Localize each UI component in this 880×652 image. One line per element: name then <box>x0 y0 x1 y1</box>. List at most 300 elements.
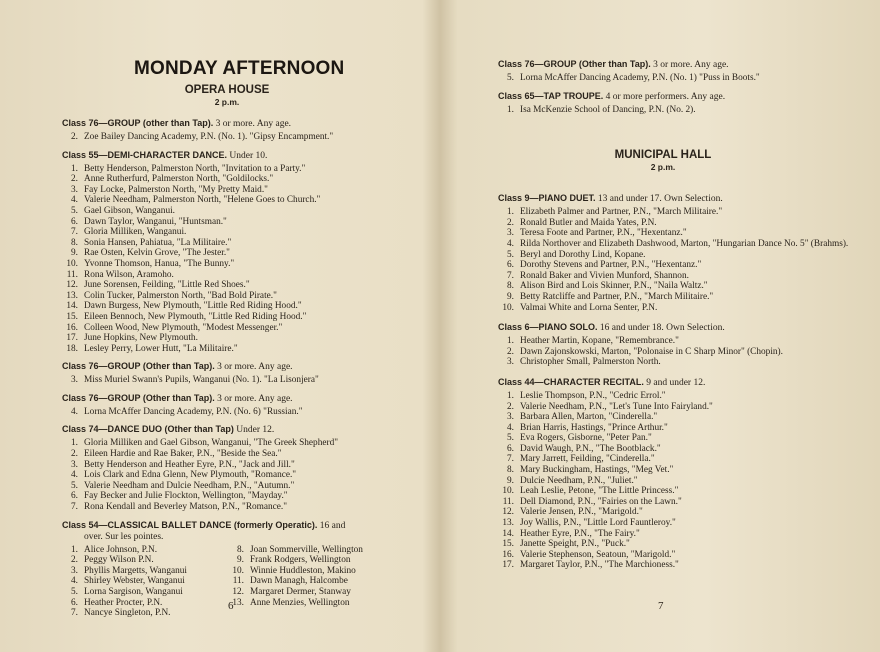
entry-text: David Waugh, P.N., "The Bootblack." <box>520 443 661 454</box>
list-item <box>62 270 440 281</box>
list-item <box>498 529 880 540</box>
entry-number: 12. <box>502 507 514 518</box>
list-item <box>498 239 880 250</box>
class-number: Class 55 <box>62 149 99 160</box>
entry-number: 6. <box>507 260 514 271</box>
class-detail: 13 and under 17. Own Selection. <box>595 194 723 205</box>
entry-text: Christopher Small, Palmerston North. <box>520 357 661 368</box>
entry-text: Eva Rogers, Gisborne, "Peter Pan." <box>520 433 652 444</box>
list-item <box>498 454 880 465</box>
entry-number: 2. <box>507 217 514 228</box>
class-number: Class 76 <box>62 392 99 403</box>
entry-text: Heather Procter, P.N. <box>84 597 163 608</box>
entry-number: 8. <box>507 281 514 292</box>
entry-number: 11. <box>502 496 514 507</box>
class-heading <box>62 423 440 436</box>
class-detail: Under 10. <box>227 150 268 161</box>
entry-number: 7. <box>71 502 78 513</box>
class-detail-cont: over. Sur les pointes. <box>84 531 164 542</box>
class-heading <box>498 321 880 334</box>
entry-number: 3. <box>507 412 514 423</box>
entry-text: Betty Ratcliffe and Partner, P.N., "March Militaire." <box>520 291 714 302</box>
entry-text: Margaret Taylor, P.N., "The Marchioness." <box>520 560 679 571</box>
list-item <box>498 497 880 508</box>
entry-text: Rilda Northover and Elizabeth Dashwood, Marton, "Hungarian Dance No. 5" (Brahms). <box>520 238 849 249</box>
entry-text: Fay Becker and Julie Flockton, Wellington, "Mayday." <box>84 491 288 502</box>
list-item <box>498 260 880 271</box>
entry-text: Brian Harris, Hastings, "Prince Arthur." <box>520 422 668 433</box>
entry-text: Phyllis Margetts, Wanganui <box>84 565 187 576</box>
entry-text: Lorna McAffer Dancing Academy, P.N. (No. 1) "Puss in Boots." <box>520 73 760 83</box>
entry-text: Winnie Huddleston, Makino <box>250 565 356 576</box>
class-name: —PIANO DUET. <box>529 193 596 204</box>
list-item <box>62 598 228 609</box>
entry-number: 18. <box>66 343 78 354</box>
entry-text: Leah Leslie, Petone, "The Little Princess." <box>520 486 679 497</box>
entry-number: 2. <box>71 449 78 460</box>
entry-list <box>62 407 440 418</box>
entry-list <box>62 132 440 143</box>
entry-number: 3. <box>507 228 514 239</box>
entry-number: 4. <box>71 195 78 206</box>
venue-time: 2 p.m. <box>650 162 676 173</box>
entry-number: 4. <box>71 576 78 587</box>
list-item <box>498 391 880 402</box>
entry-number: 6. <box>507 443 514 454</box>
entry-text: Dell Diamond, P.N., "Fairies on the Lawn." <box>520 496 682 507</box>
class-block <box>498 376 880 571</box>
class-block <box>498 321 880 368</box>
list-item <box>62 312 440 323</box>
list-item <box>498 336 880 347</box>
class-number: Class 74 <box>62 424 99 435</box>
entry-text: Heather Martin, Kopane, "Remembrance." <box>520 336 679 347</box>
entry-number: 5. <box>71 587 78 597</box>
class-block <box>62 360 440 386</box>
two-column-entries <box>62 545 440 619</box>
entry-text: Fay Locke, Palmerston North, "My Pretty Maid." <box>84 184 268 195</box>
class-detail: Under 12. <box>233 425 275 436</box>
class-number: Class 6 <box>498 322 530 333</box>
entry-text: Eileen Hardie and Rae Baker, P.N., "Beside the Sea." <box>84 449 282 460</box>
list-item <box>498 105 880 116</box>
list-item <box>62 460 440 471</box>
entry-number: 1. <box>507 104 514 115</box>
class-number: Class 76 <box>498 59 535 69</box>
entry-column <box>62 545 228 619</box>
list-item <box>62 344 440 355</box>
entry-text: Isa McKenzie School of Dancing, P.N. (No. 2). <box>520 104 696 115</box>
class-detail: 4 or more performers. Any age. <box>603 91 726 102</box>
entry-number: 16. <box>502 549 514 560</box>
entry-number: 2. <box>71 174 78 185</box>
entry-number: 8. <box>507 465 514 476</box>
list-item <box>228 598 394 609</box>
entry-text: Frank Rodgers, Wellington <box>250 555 351 566</box>
entry-text: Rona Kendall and Beverley Matson, P.N., "Romance." <box>84 502 288 513</box>
entry-number: 1. <box>507 207 514 218</box>
list-item <box>62 587 228 598</box>
entry-text: Yvonne Thomson, Hanua, "The Bunny." <box>84 258 235 269</box>
entry-number: 6. <box>71 216 78 227</box>
entry-number: 17. <box>502 560 514 571</box>
list-item <box>498 347 880 358</box>
right-class-list <box>498 192 880 571</box>
entry-column <box>228 545 394 619</box>
class-detail: 16 and <box>317 520 346 531</box>
entry-list <box>228 545 394 609</box>
entry-number: 16. <box>66 322 78 333</box>
entry-text: Gael Gibson, Wanganui. <box>84 205 175 216</box>
entry-list <box>498 391 880 571</box>
list-item <box>62 291 440 302</box>
entry-text: Miss Muriel Swann's Pupils, Wanganui (No. 1). "La Lisonjera" <box>84 375 319 386</box>
list-item <box>62 333 440 344</box>
entry-text: June Hopkins, New Plymouth. <box>84 333 198 344</box>
class-number: Class 65 <box>498 90 535 101</box>
entry-list <box>498 73 880 84</box>
list-item <box>228 545 394 556</box>
entry-text: Janette Speight, P.N., "Puck." <box>520 539 630 550</box>
class-block <box>62 423 440 512</box>
entry-number: 11. <box>66 269 78 280</box>
entry-number: 15. <box>502 539 514 550</box>
entry-list <box>62 164 440 355</box>
entry-list <box>498 207 880 313</box>
class-detail: 9 and under 12. <box>643 377 706 388</box>
list-item <box>62 407 440 418</box>
entry-number: 1. <box>71 544 78 555</box>
class-block <box>62 149 440 355</box>
list-item <box>498 433 880 444</box>
entry-number: 4. <box>507 422 514 433</box>
entry-number: 4. <box>507 238 514 249</box>
list-item <box>498 218 880 229</box>
page-number: 7 <box>658 600 664 612</box>
entry-text: Lois Clark and Edna Glenn, New Plymouth, "Romance." <box>84 470 297 481</box>
entry-text: Valerie Needham, P.N., "Let's Tune Into Fairyland." <box>520 401 713 412</box>
entry-number: 13. <box>232 597 244 608</box>
list-item <box>62 185 440 196</box>
entry-text: Valerie Needham and Dulcie Needham, P.N., "Autumn." <box>84 480 295 491</box>
entry-text: Joy Wallis, P.N., "Little Lord Fauntleroy." <box>520 518 676 529</box>
list-item <box>228 587 394 598</box>
entry-list <box>62 438 440 512</box>
list-item <box>498 507 880 518</box>
entry-text: Zoe Bailey Dancing Academy, P.N. (No. 1). "Gipsy Encampment." <box>84 132 334 142</box>
class-name: —GROUP (Other than Tap). <box>98 392 215 403</box>
entry-number: 3. <box>71 565 78 576</box>
venue-title: OPERA HOUSE <box>184 84 270 96</box>
class-name: —CHARACTER RECITAL. <box>534 376 644 387</box>
entry-number: 1. <box>71 163 78 174</box>
list-item <box>498 357 880 368</box>
entry-list <box>62 375 440 386</box>
list-item <box>62 323 440 334</box>
entry-list <box>62 545 228 619</box>
class-heading <box>498 58 880 71</box>
entry-number: 3. <box>507 357 514 368</box>
page-heading: MONDAY AFTERNOON <box>134 58 345 79</box>
class-heading <box>62 392 440 405</box>
class-name: —GROUP (Other than Tap). <box>98 361 215 372</box>
list-item <box>62 195 440 206</box>
entry-text: Lesley Perry, Lower Hutt, "La Militaire." <box>84 343 238 354</box>
class-number: Class 76 <box>62 118 99 128</box>
entry-number: 5. <box>71 205 78 216</box>
entry-number: 7. <box>71 608 78 619</box>
class-block <box>62 519 440 619</box>
list-item <box>62 227 440 238</box>
list-item <box>498 412 880 423</box>
list-item <box>498 281 880 292</box>
entry-text: Dawn Burgess, New Plymouth, "Little Red Riding Hood." <box>84 301 302 312</box>
class-number: Class 44 <box>498 376 535 387</box>
class-detail: 3 or more. Any age. <box>214 393 293 404</box>
list-item <box>62 206 440 217</box>
entry-text: Teresa Foote and Partner, P.N., "Hexentanz." <box>520 228 687 239</box>
entry-text: Valerie Needham, Palmerston North, "Helene Goes to Church." <box>84 195 321 206</box>
entry-text: Gloria Milliken, Wanganui. <box>84 227 187 238</box>
entry-number: 9. <box>507 475 514 486</box>
list-item <box>62 217 440 228</box>
entry-text: Heather Eyre, P.N., "The Fairy." <box>520 528 640 539</box>
list-item <box>62 481 440 492</box>
class-name: —GROUP (Other than Tap). <box>534 59 651 69</box>
entry-number: 6. <box>71 597 78 608</box>
entry-text: Rona Wilson, Aramoho. <box>84 269 174 280</box>
entry-number: 9. <box>71 248 78 259</box>
entry-number: 2. <box>507 346 514 357</box>
entry-text: Gloria Milliken and Gael Gibson, Wanganui, "The Greek Shepherd" <box>84 438 339 449</box>
class-heading <box>498 376 880 389</box>
entry-text: Margaret Dermer, Stanway <box>250 587 351 597</box>
entry-text: Anne Rutherfurd, Palmerston North, "Goldilocks." <box>84 174 274 185</box>
entry-text: Colleen Wood, New Plymouth, "Modest Messenger." <box>84 322 283 333</box>
list-item <box>62 238 440 249</box>
page-right <box>440 0 880 652</box>
list-item <box>62 576 228 587</box>
entry-text: Leslie Thompson, P.N., "Cedric Errol." <box>520 390 666 401</box>
class-block <box>498 192 880 313</box>
entry-number: 1. <box>507 336 514 347</box>
entry-text: Barbara Allen, Marton, "Cinderella." <box>520 412 658 423</box>
list-item <box>62 470 440 481</box>
entry-text: Valerie Jensen, P.N., "Marigold." <box>520 507 643 518</box>
entry-number: 5. <box>507 433 514 444</box>
list-item <box>228 576 394 587</box>
list-item <box>62 301 440 312</box>
entry-text: Dawn Taylor, Wanganui, "Huntsman." <box>84 216 227 227</box>
class-heading <box>62 117 440 130</box>
entry-number: 13. <box>502 518 514 529</box>
entry-number: 10. <box>232 565 244 576</box>
entry-text: Ronald Baker and Vivien Munford, Shannon. <box>520 270 689 281</box>
entry-text: Ronald Butler and Maida Yates, P.N. <box>520 217 657 228</box>
list-item <box>498 271 880 282</box>
list-item <box>62 502 440 513</box>
entry-number: 7. <box>507 454 514 465</box>
entry-number: 10. <box>502 486 514 497</box>
class-heading <box>498 90 880 103</box>
class-heading <box>62 149 440 162</box>
entry-number: 13. <box>66 290 78 301</box>
entry-text: Mary Buckingham, Hastings, "Meg Vet." <box>520 465 674 476</box>
list-item <box>62 608 228 619</box>
entry-number: 10. <box>66 258 78 269</box>
entry-number: 4. <box>71 406 78 417</box>
list-item <box>498 444 880 455</box>
class-name: —TAP TROUPE. <box>534 90 604 101</box>
entry-number: 2. <box>71 132 78 142</box>
list-item <box>498 73 880 84</box>
entry-number: 10. <box>502 302 514 313</box>
class-name: —CLASSICAL BALLET DANCE (formerly Operatic). <box>98 519 318 530</box>
class-name: —DEMI-CHARACTER DANCE. <box>98 149 228 160</box>
class-heading <box>62 360 440 373</box>
entry-list <box>498 336 880 368</box>
list-item <box>62 280 440 291</box>
entry-number: 7. <box>507 270 514 281</box>
list-item <box>498 560 880 571</box>
entry-text: Beryl and Dorothy Lind, Kopane. <box>520 249 646 260</box>
entry-text: Sonia Hansen, Pahiatua, "La Militaire." <box>84 237 232 248</box>
list-item <box>498 303 880 314</box>
class-detail: 3 or more. Any age. <box>214 362 293 373</box>
class-block <box>62 392 440 418</box>
left-class-list <box>62 117 440 619</box>
entry-text: Lorna McAffer Dancing Academy, P.N. (No. 6) "Russian." <box>84 406 303 417</box>
venue-time: 2 p.m. <box>214 97 240 107</box>
list-item <box>228 555 394 566</box>
class-block <box>498 58 880 84</box>
entry-text: Betty Henderson and Heather Eyre, P.N., "Jack and Jill." <box>84 459 295 470</box>
list-item <box>62 132 440 143</box>
entry-number: 17. <box>66 333 78 344</box>
entry-text: Alice Johnson, P.N. <box>84 544 158 555</box>
entry-text: Dulcie Needham, P.N., "Juliet." <box>520 475 638 486</box>
list-item <box>498 250 880 261</box>
entry-number: 3. <box>71 459 78 470</box>
entry-number: 2. <box>71 555 78 566</box>
list-item <box>498 402 880 413</box>
list-item <box>62 375 440 386</box>
entry-number: 14. <box>502 528 514 539</box>
entry-text: Shirley Webster, Wanganui <box>84 576 185 587</box>
entry-text: Valerie Stephenson, Seatoun, "Marigold." <box>520 549 676 560</box>
entry-text: Alison Bird and Lois Skinner, P.N., "Naila Waltz." <box>520 281 708 292</box>
list-item <box>62 164 440 175</box>
list-item <box>62 248 440 259</box>
entry-number: 6. <box>71 491 78 502</box>
list-item <box>62 449 440 460</box>
list-item <box>498 486 880 497</box>
entry-number: 15. <box>66 311 78 322</box>
class-name: —PIANO SOLO. <box>529 322 598 333</box>
entry-number: 4. <box>71 470 78 481</box>
entry-number: 12. <box>232 587 244 597</box>
entry-text: Joan Sommerville, Wellington <box>250 544 363 555</box>
entry-number: 3. <box>71 375 78 386</box>
class-block <box>62 117 440 143</box>
entry-text: Rae Osten, Kelvin Grove, "The Jester." <box>84 248 230 259</box>
list-item <box>498 207 880 218</box>
class-heading <box>498 192 880 205</box>
entry-text: June Sorensen, Feilding, "Little Red Shoes." <box>84 280 250 291</box>
entry-number: 14. <box>66 301 78 312</box>
class-name: —GROUP (other than Tap). <box>98 118 214 128</box>
entry-text: Mary Jarrett, Feilding, "Cinderella." <box>520 454 655 465</box>
list-item <box>62 566 228 577</box>
entry-text: Elizabeth Palmer and Partner, P.N., "March Militaire." <box>520 207 723 218</box>
entry-number: 7. <box>71 227 78 238</box>
entry-text: Dorothy Stevens and Partner, P.N., "Hexentanz." <box>520 260 702 271</box>
class-number: Class 76 <box>62 361 99 372</box>
list-item <box>498 292 880 303</box>
list-item <box>62 259 440 270</box>
entry-number: 3. <box>71 184 78 195</box>
venue-title: MUNICIPAL HALL <box>614 149 712 162</box>
entry-text: Lorna Sargison, Wanganui <box>84 587 183 597</box>
entry-number: 5. <box>507 249 514 260</box>
entry-number: 11. <box>232 576 244 587</box>
class-detail: 3 or more. Any age. <box>650 60 729 70</box>
list-item <box>498 476 880 487</box>
entry-number: 12. <box>66 280 78 291</box>
entry-text: Peggy Wilson P.N. <box>84 555 154 566</box>
entry-text: Eileen Bennoch, New Plymouth, "Little Red Riding Hood." <box>84 311 307 322</box>
list-item <box>62 438 440 449</box>
list-item <box>498 465 880 476</box>
class-name: —DANCE DUO (Other than Tap) <box>98 424 234 435</box>
entry-text: Nancye Singleton, P.N. <box>84 608 171 619</box>
class-number: Class 9 <box>498 193 530 204</box>
list-item <box>62 491 440 502</box>
list-item <box>498 423 880 434</box>
entry-number: 2. <box>507 401 514 412</box>
entry-number: 5. <box>507 73 514 83</box>
entry-list <box>498 105 880 116</box>
list-item <box>228 566 394 577</box>
list-item <box>498 228 880 239</box>
list-item <box>62 174 440 185</box>
list-item <box>498 550 880 561</box>
class-block <box>498 90 880 116</box>
entry-number: 8. <box>237 544 244 555</box>
entry-number: 1. <box>507 390 514 401</box>
entry-text: Valmai White and Lorna Senter, P.N. <box>520 302 658 313</box>
entry-text: Betty Henderson, Palmerston North, "Invitation to a Party." <box>84 163 306 174</box>
entry-number: 5. <box>71 480 78 491</box>
entry-number: 8. <box>71 237 78 248</box>
entry-number: 1. <box>71 438 78 449</box>
list-item <box>62 545 228 556</box>
list-item <box>498 518 880 529</box>
list-item <box>498 539 880 550</box>
entry-number: 9. <box>237 555 244 566</box>
entry-text: Colin Tucker, Palmerston North, "Bad Bold Pirate." <box>84 290 277 301</box>
right-top-class-list <box>498 58 880 115</box>
class-detail: 16 and under 18. Own Selection. <box>597 323 725 334</box>
entry-number: 9. <box>507 291 514 302</box>
class-detail: 3 or more. Any age. <box>213 119 292 129</box>
list-item <box>62 555 228 566</box>
class-heading <box>62 519 440 532</box>
entry-text: Anne Menzies, Wellington <box>250 597 350 608</box>
page-number: 6 <box>228 600 234 612</box>
entry-text: Dawn Zajonskowski, Marton, "Polonaise in C Sharp Minor" (Chopin). <box>520 346 783 357</box>
entry-text: Dawn Managh, Halcombe <box>250 576 348 587</box>
